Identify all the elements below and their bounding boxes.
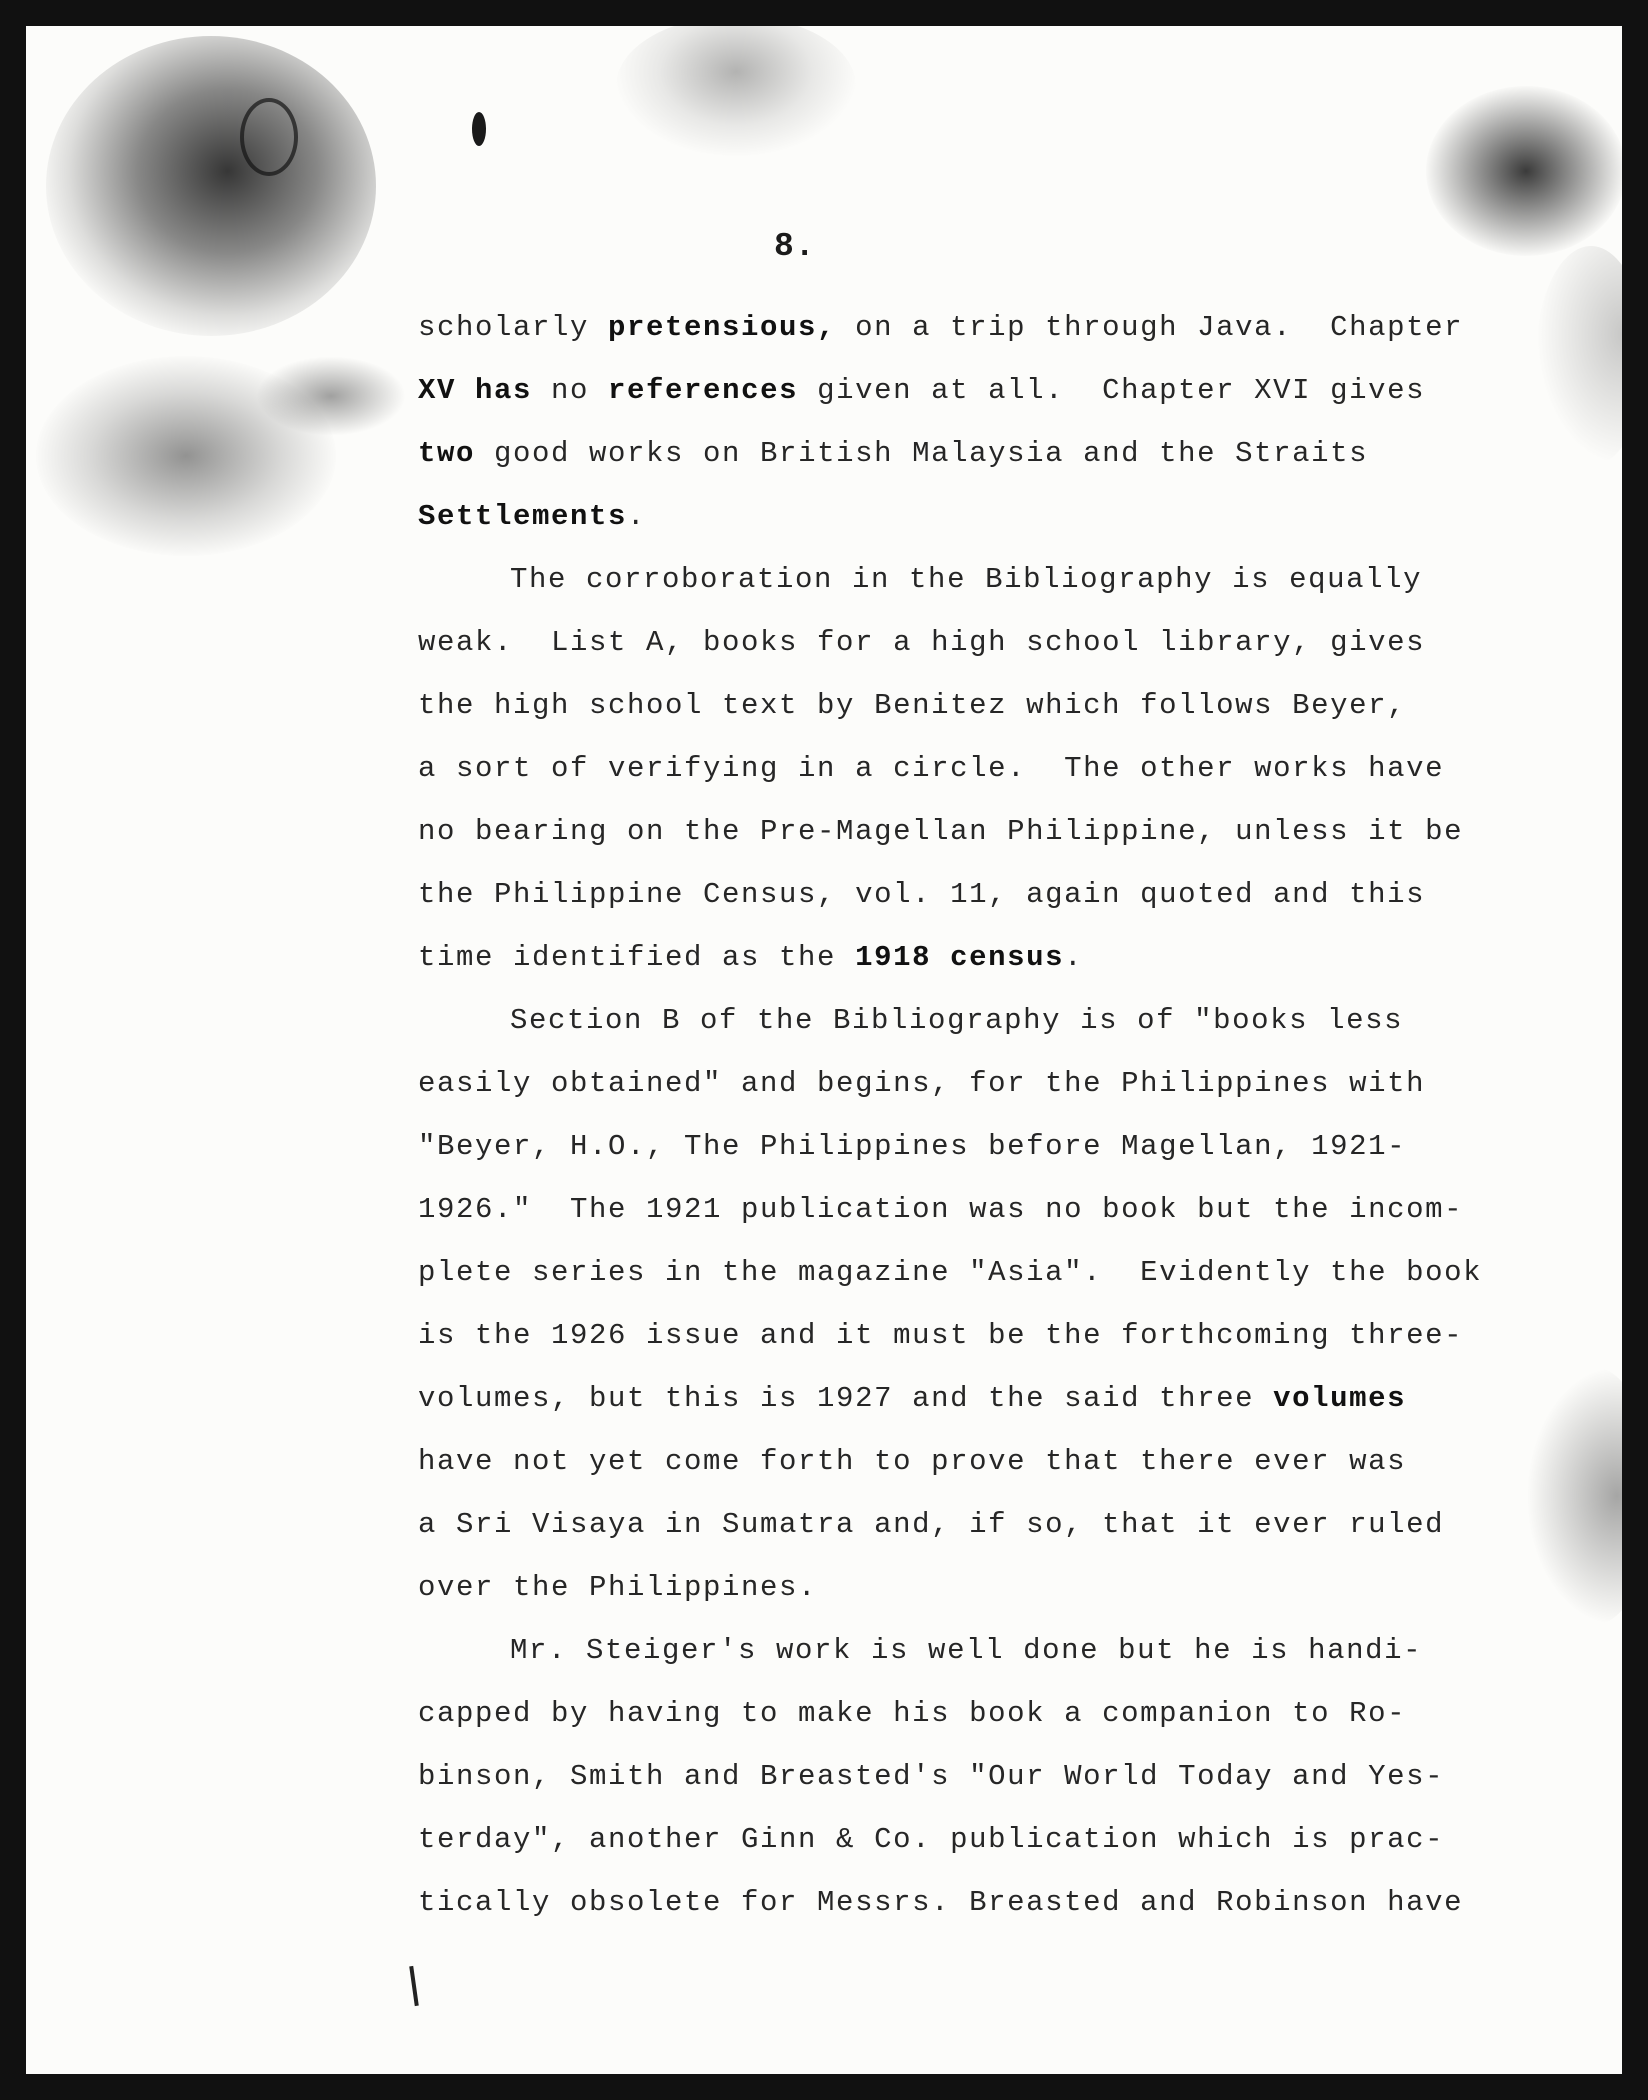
text-line <box>418 1052 1578 1115</box>
text-run: "Beyer, H.O., The Philippines before Magellan, 1921- <box>418 1130 1407 1163</box>
text-run: over the Philippines. <box>418 1571 818 1604</box>
text-line <box>418 926 1578 989</box>
text-run: volumes, but this is 1927 and the said three <box>418 1382 1274 1415</box>
text-run: The corroboration in the Bibliography is equally <box>510 563 1423 596</box>
text-run: time identified as the <box>418 941 856 974</box>
ink-smudge <box>256 356 406 436</box>
text-line <box>418 1871 1578 1934</box>
bold-text: two <box>418 437 476 470</box>
ink-blot <box>472 112 486 146</box>
typewritten-page <box>26 26 1622 2074</box>
ink-smudge <box>36 356 336 556</box>
text-line <box>418 989 1578 1052</box>
text-line <box>418 548 1578 611</box>
text-run: Section B of the Bibliography is of "books less <box>510 1004 1404 1037</box>
bold-text: pretensious, <box>608 311 837 344</box>
text-line <box>418 1241 1578 1304</box>
text-run: good works on British Malaysia and the Straits <box>475 437 1369 470</box>
text-run: weak. List A, books for a high school library, gives <box>418 626 1426 659</box>
text-line <box>418 737 1578 800</box>
text-line <box>418 422 1578 485</box>
text-run: given at all. Chapter XVI gives <box>798 374 1426 407</box>
text-line <box>418 1493 1578 1556</box>
text-run: terday", another Ginn & Co. publication which is prac- <box>418 1823 1445 1856</box>
text-line <box>418 1178 1578 1241</box>
text-line <box>418 1304 1578 1367</box>
text-line <box>418 485 1578 548</box>
text-run: . <box>1064 941 1084 974</box>
ink-ring <box>240 98 298 176</box>
text-run: . <box>627 500 647 533</box>
text-line <box>418 1619 1578 1682</box>
bold-text: Settlements <box>418 500 628 533</box>
text-run: the Philippine Census, vol. 11, again quoted and this <box>418 878 1426 911</box>
text-run: a Sri Visaya in Sumatra and, if so, that it ever ruled <box>418 1508 1445 1541</box>
pen-mark <box>409 1966 419 2006</box>
text-run: no <box>532 374 609 407</box>
text-run: on a trip through Java. Chapter <box>836 311 1464 344</box>
bold-text: references <box>608 374 799 407</box>
text-line <box>418 1556 1578 1619</box>
text-line <box>418 800 1578 863</box>
page-number: 8. <box>774 228 816 265</box>
text-line <box>418 1808 1578 1871</box>
ink-smudge <box>46 36 376 336</box>
text-line <box>418 1745 1578 1808</box>
ink-smudge <box>616 26 856 156</box>
text-line <box>418 1682 1578 1745</box>
text-run: scholarly <box>418 311 609 344</box>
text-run: is the 1926 issue and it must be the forthcoming three- <box>418 1319 1464 1352</box>
text-run: easily obtained" and begins, for the Philippines with <box>418 1067 1426 1100</box>
text-line <box>418 359 1578 422</box>
text-line <box>418 1367 1578 1430</box>
text-run: capped by having to make his book a companion to Ro- <box>418 1697 1407 1730</box>
bold-text: 1918 census <box>855 941 1065 974</box>
text-run: plete series in the magazine "Asia". Evidently the book <box>418 1256 1483 1289</box>
text-line <box>418 611 1578 674</box>
text-line <box>418 1115 1578 1178</box>
text-line <box>418 863 1578 926</box>
text-run: 1926." The 1921 publication was no book but the incom- <box>418 1193 1464 1226</box>
text-line <box>418 1430 1578 1493</box>
text-line <box>418 674 1578 737</box>
text-line <box>418 296 1578 359</box>
text-run: the high school text by Benitez which follows Beyer, <box>418 689 1407 722</box>
text-run: binson, Smith and Breasted's "Our World Today and Yes- <box>418 1760 1445 1793</box>
bold-text: XV has <box>418 374 533 407</box>
text-run: no bearing on the Pre-Magellan Philippine, unless it be <box>418 815 1464 848</box>
body-text <box>418 296 1578 1934</box>
ink-smudge <box>1426 86 1622 256</box>
text-run: a sort of verifying in a circle. The other works have <box>418 752 1445 785</box>
text-run: have not yet come forth to prove that there ever was <box>418 1445 1407 1478</box>
text-run: Mr. Steiger's work is well done but he is handi- <box>510 1634 1423 1667</box>
text-run: tically obsolete for Messrs. Breasted and Robinson have <box>418 1886 1464 1919</box>
bold-text: volumes <box>1273 1382 1407 1415</box>
